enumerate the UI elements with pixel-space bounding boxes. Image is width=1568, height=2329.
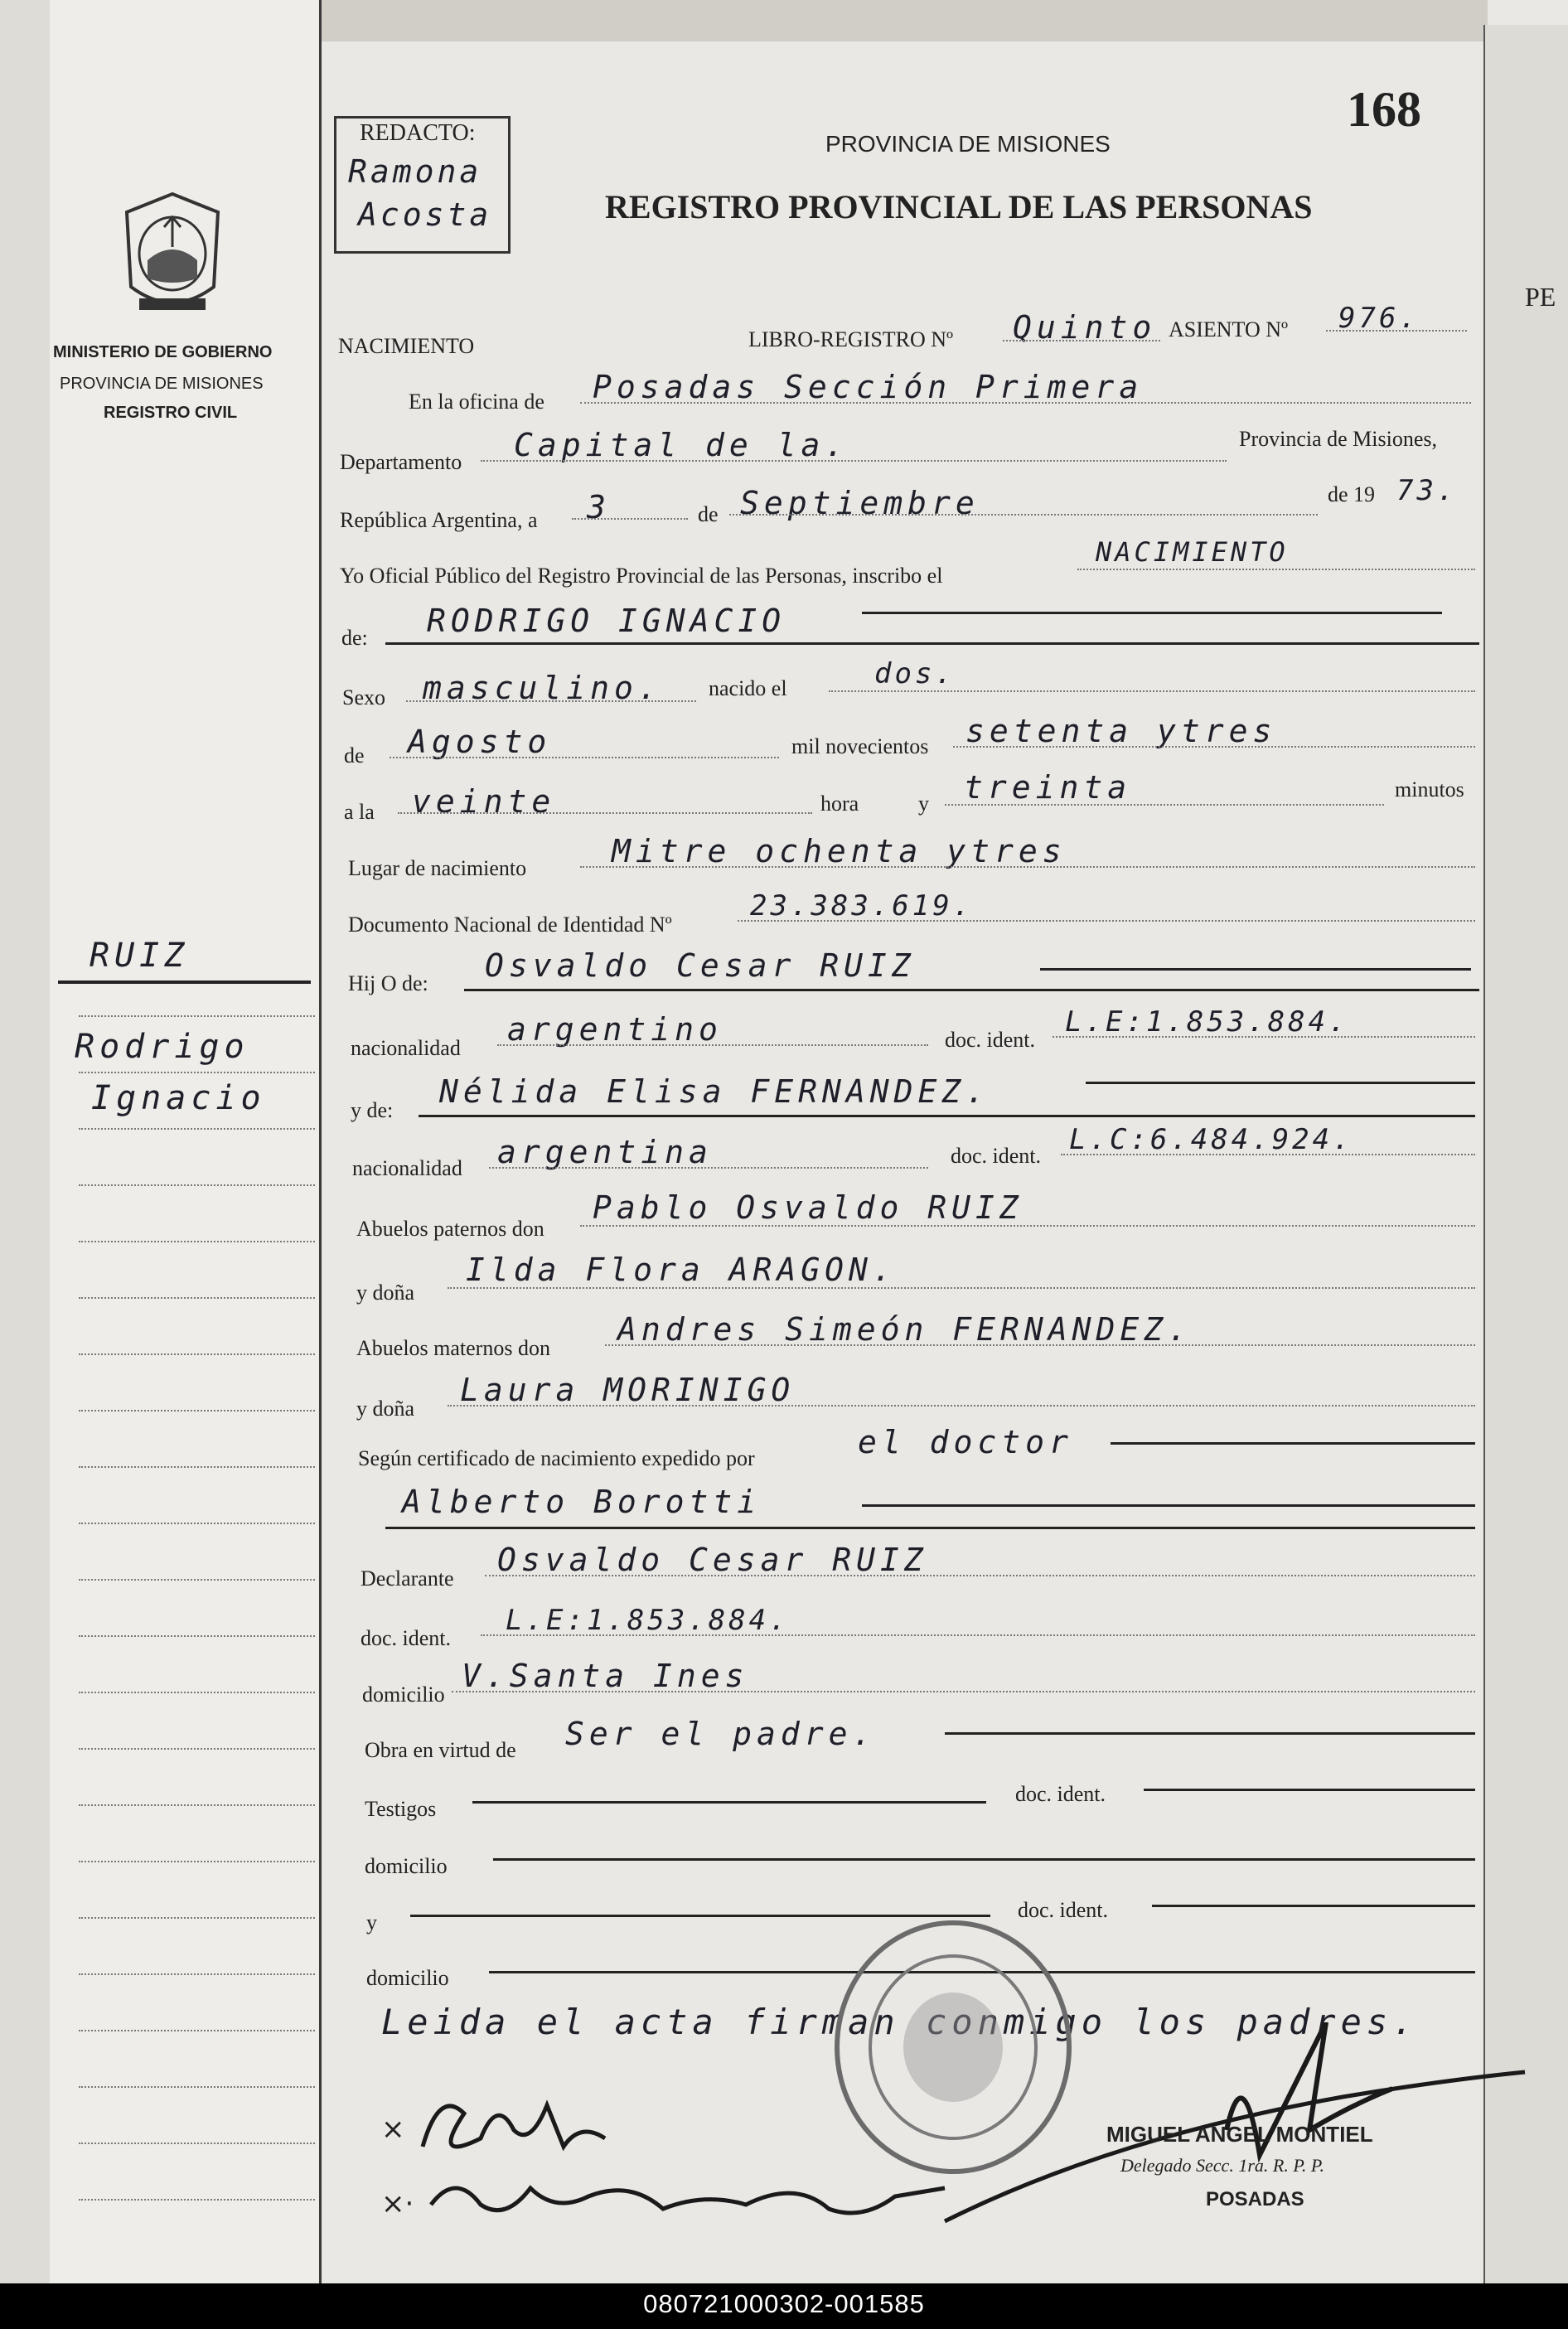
provincia-label: PROVINCIA DE MISIONES [60,375,264,393]
redacto-label: REDACTO: [360,120,476,146]
nacido-line [829,690,1475,692]
dona2-value: Laura MORINIGO [460,1372,796,1408]
hora-value: veinte [412,783,556,820]
mes-nac-line [390,757,779,758]
libro-label: LIBRO-REGISTRO Nº [748,327,954,351]
left-ruled-line [79,1466,315,1468]
oficina-value: Posadas Sección Primera [593,369,1144,405]
left-ruled-line [79,1579,315,1581]
docident4-label: doc. ident. [1015,1782,1106,1806]
lugar-label: Lugar de nacimiento [348,856,527,880]
dona2-label: y doña [356,1397,415,1421]
month-value: Septiembre [740,485,980,521]
docident1-value: L.E:1.853.884. [1065,1005,1349,1039]
day-line [572,518,688,520]
leida-value: Leida el acta firman conmigo los padres. [381,2002,1419,2042]
margin-surname-underline [58,981,311,984]
left-ruled-line [79,1804,315,1806]
asiento-label: ASIENTO Nº [1169,317,1289,341]
margin-surname: RUIZ [90,937,190,975]
margin-given-1: Rodrigo [75,1028,249,1066]
left-ruled-line [79,1015,315,1017]
asiento-line [1326,330,1467,332]
dni-value: 23.383.619. [750,889,974,922]
madre-underline [419,1115,1475,1117]
de2-label: de: [341,626,368,650]
redacto-name-1: Ramona [348,153,482,190]
certificado-value: el doctor [858,1424,1073,1460]
lugar-line [580,866,1475,868]
province-seal-icon [114,189,230,322]
nacimiento-label: NACIMIENTO [338,334,475,358]
dona1-line [448,1287,1475,1289]
de3-label: de [344,743,365,767]
minutos-line [945,804,1384,806]
left-ruled-line [79,2143,315,2144]
hora-line [398,812,812,814]
departamento-label: Departamento [340,450,462,474]
madre-value: Nélida Elisa FERNANDEZ. [439,1073,990,1110]
testigos-label: Testigos [365,1797,437,1821]
stamp-city: POSADAS [1206,2188,1304,2210]
domicilio2-label: domicilio [365,1854,448,1878]
nacido-label: nacido el [709,676,787,700]
svg-text:×: × [381,2113,405,2146]
left-ruled-line [79,2086,315,2088]
year-value: 73. [1396,474,1458,507]
nac2-line [489,1167,928,1169]
minutos-label: minutos [1395,777,1464,801]
year-prefix: de 19 [1328,482,1376,506]
domicilio2-line [493,1858,1475,1861]
domicilio1-label: domicilio [362,1683,445,1707]
docident5-line [1152,1905,1475,1907]
libro-line [1003,340,1160,341]
y-label: y [918,792,929,816]
left-ruled-line [79,1297,315,1299]
province-heading: PROVINCIA DE MISIONES [825,131,1111,157]
docident3-label: doc. ident. [361,1626,452,1650]
testigos-line [472,1801,986,1804]
name-underline [385,642,1479,645]
sexo-value: masculino. [423,670,662,706]
departamento-value: Capital de la. [514,427,849,463]
oficina-label: En la oficina de [409,390,544,414]
doctor-fill-line [862,1504,1475,1507]
oficial-line [1077,569,1475,570]
hijo-label: Hij O de: [348,971,428,995]
oficial-label: Yo Oficial Público del Registro Provincial de las Personas, inscribo el [340,564,943,588]
declarante-value: Osvaldo Cesar RUIZ [497,1542,928,1578]
padre-value: Osvaldo Cesar RUIZ [485,947,916,984]
abuelos-pat-label: Abuelos paternos don [356,1217,544,1241]
certificado-fill-line [1111,1442,1475,1445]
docident3-line [481,1634,1475,1636]
name-value: RODRIGO IGNACIO [427,603,786,639]
abuelos-mat-label: Abuelos maternos don [356,1336,550,1360]
redacto-box [334,116,511,254]
nac2-value: argentina [497,1134,713,1170]
docident1-label: doc. ident. [945,1028,1036,1052]
svg-text:×·: ×· [381,2187,414,2220]
y2-label: y [366,1910,377,1934]
abuelos-pat-value: Pablo Osvaldo RUIZ [593,1189,1024,1226]
docident1-line [1053,1036,1475,1038]
docident5-label: doc. ident. [1018,1898,1109,1922]
binding-shadow [0,0,50,2283]
dona2-line [448,1405,1475,1407]
ministerio-label: MINISTERIO DE GOBIERNO [53,343,273,361]
left-ruled-line [79,1353,315,1355]
hora-label: hora [820,792,859,816]
nac1-value: argentino [507,1011,723,1048]
left-ruled-line [79,2030,315,2031]
declarante-label: Declarante [361,1566,454,1591]
obra-fill-line [945,1732,1475,1735]
page-number: 168 [1347,82,1421,137]
nac1-label: nacionalidad [351,1036,461,1060]
month-line [729,514,1318,516]
docident2-label: doc. ident. [951,1144,1042,1168]
mil-label: mil novecientos [791,734,929,758]
doctor-value: Alberto Borotti [402,1484,762,1520]
margin-given-2: Ignacio [91,1079,266,1117]
madre-fill-line [1086,1082,1475,1084]
de-label: de [698,502,719,526]
abuelos-mat-value: Andres Simeón FERNANDEZ. [617,1311,1193,1348]
sexo-line [406,700,696,702]
abuelos-mat-line [605,1344,1475,1346]
docident2-line [1061,1154,1475,1155]
declarante-line [485,1575,1475,1576]
dona1-label: y doña [356,1281,415,1305]
docident2-value: L.C:6.484.924. [1069,1123,1353,1156]
day-value: 3 [587,489,611,525]
doctor-underline [385,1527,1475,1529]
left-ruled-line [79,1861,315,1862]
dona1-value: Ilda Flora ARAGON. [466,1252,897,1288]
nac1-line [497,1044,928,1046]
padre-underline [464,989,1479,991]
nacido-value: dos. [874,657,956,690]
name-fill-line [862,612,1442,614]
document-id: 080721000302-001585 [643,2289,925,2318]
lugar-value: Mitre ochenta ytres [612,833,1067,869]
left-ruled-line [79,2199,315,2201]
docident4-line [1144,1789,1475,1791]
minutos-value: treinta [964,769,1132,806]
page-title: REGISTRO PROVINCIAL DE LAS PERSONAS [605,188,1313,225]
left-ruled-line [79,1523,315,1524]
obra-label: Obra en virtud de [365,1738,516,1762]
asiento-value: 976. [1338,302,1420,335]
anio-nac-line [953,746,1475,748]
left-ruled-line [79,1184,315,1186]
oficina-line [580,402,1471,404]
left-ruled-line [79,1128,315,1130]
left-ruled-line [79,1748,315,1750]
left-ruled-line [79,1072,315,1073]
domicilio3-label: domicilio [366,1966,449,1990]
dni-line [738,920,1475,922]
nac2-label: nacionalidad [352,1156,462,1180]
sexo-label: Sexo [342,685,385,709]
left-ruled-line [79,1410,315,1411]
registro-civil-label: REGISTRO CIVIL [104,404,238,422]
next-page-fragment: PE [1525,282,1556,312]
domicilio1-value: V.Santa Ines [462,1658,749,1694]
domicilio1-line [452,1691,1475,1692]
yde-label: y de: [351,1098,394,1122]
dni-label: Documento Nacional de Identidad Nº [348,913,672,937]
mes-nac-value: Agosto [408,724,552,760]
left-ruled-line [79,1917,315,1919]
oficial-value: NACIMIENTO [1096,536,1289,568]
left-ruled-line [79,1635,315,1637]
republica-label: República Argentina, a [340,508,538,532]
provincia-misiones-label: Provincia de Misiones, [1239,427,1438,451]
book-top-edge [319,0,1488,41]
ala-label: a la [344,800,375,824]
left-ruled-line [79,1692,315,1693]
libro-value: Quinto [1013,309,1157,346]
docident3-value: L.E:1.853.884. [506,1604,790,1637]
redacto-name-2: Acosta [358,196,492,233]
anio-nac-value: setenta ytres [965,713,1277,749]
next-page-strip [1483,25,1568,2283]
stamp-name: MIGUEL ANGEL MONTIEL [1106,2122,1373,2147]
departamento-line [481,460,1227,462]
obra-value: Ser el padre. [565,1716,877,1752]
left-ruled-line [79,1973,315,1975]
abuelos-pat-line [580,1225,1475,1227]
padre-fill-line [1040,968,1471,971]
left-ruled-line [79,1241,315,1242]
stamp-role: Delegado Secc. 1ra. R. P. P. [1120,2155,1325,2176]
certificado-label: Según certificado de nacimiento expedido por [358,1446,755,1470]
